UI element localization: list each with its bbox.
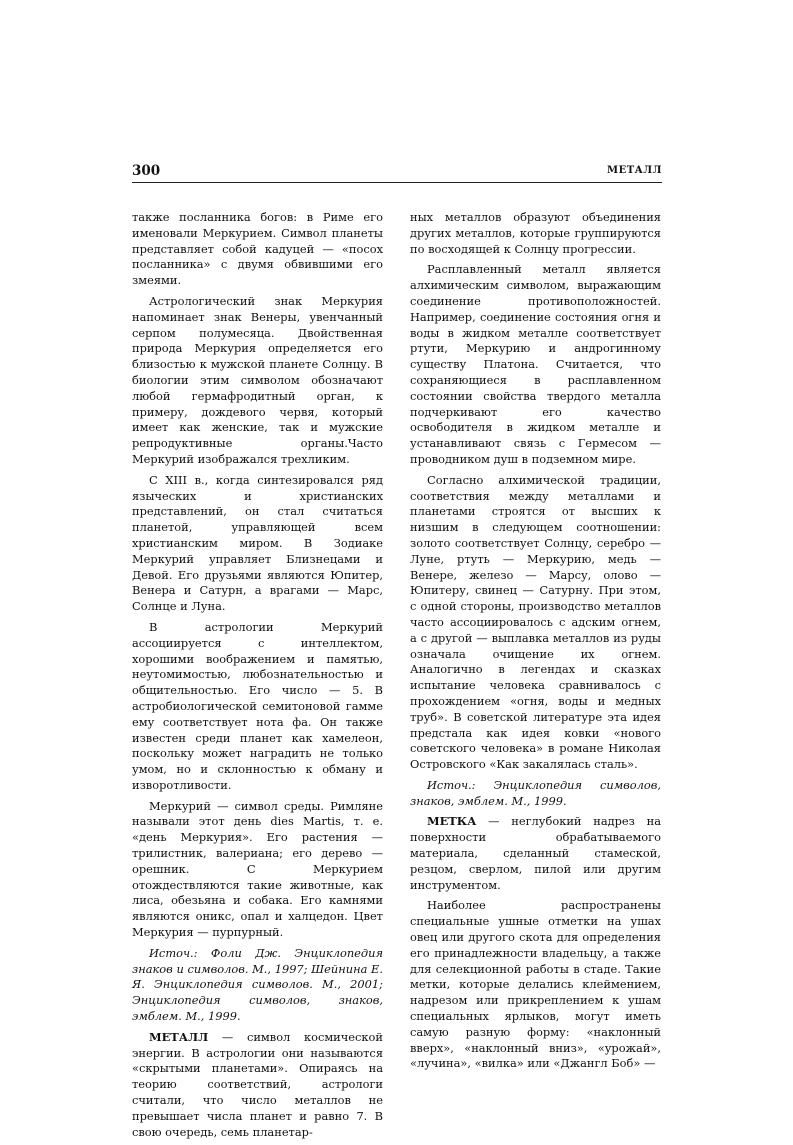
entry-term: МЕТАЛЛ (149, 1029, 209, 1044)
page-number: 300 (132, 163, 161, 179)
paragraph: Астрологический знак Меркурия напоминает знак Венеры, увенчанный серпом полумесяца. Двойственная природа Меркурия определяется его близостью к мужской планете Солнцу. В биологии этим символом обозначают любой гермафродитный орган, к примеру, дождевого червя, который имеет как женские, так и мужские репродуктивные органы.Часто Меркурий изображался трехликим. (132, 293, 383, 466)
source-citation: Источ.: Фоли Дж. Энциклопедия знаков и символов. М., 1997; Шейнина Е. Я. Энциклопедия символов. М., 2001; Энциклопедия символов, знаков, эмблем. М., 1999. (132, 945, 383, 1024)
entry-metal (132, 1030, 383, 1141)
entry-metka (410, 814, 661, 893)
right-column (410, 210, 661, 1077)
running-title: МЕТАЛЛ (607, 165, 662, 176)
paragraph: Расплавленный металл является алхимическим символом, выражающим соединение противоположностей. Например, соединение состояния огня и воды в жидком металле соответствует ртути, Меркурию и андрогинному существу Платона. Считается, что сохраняющиеся в расплавленном состоянии свойства твердого металла подчеркивают его качество освободителя в жидком металле и устанавливают связь с Гермесом — проводником душ в подземном мире. (410, 262, 661, 466)
entry-text: — неглубокий надрез на поверхности обрабатываемого материала, сделанный стамеской, резцом, сверлом, пилой или другим инструментом. (410, 814, 661, 892)
paragraph: ных металлов образуют объединения других металлов, которые группируются по восходящей к Солнцу прогрессии. (410, 210, 661, 256)
paragraph: также посланника богов: в Риме его именовали Меркурием. Символ планеты представляет собой кадуцей — «посох посланника» с двумя обвившими его змеями. (132, 210, 383, 288)
header-rule (132, 182, 662, 183)
entry-term: МЕТКА (427, 814, 477, 829)
source-citation: Источ.: Энциклопедия символов, знаков, эмблем. М., 1999. (410, 777, 661, 808)
left-column (132, 210, 383, 1145)
paragraph: В астрологии Меркурий ассоциируется с интеллектом, хорошими воображением и памятью, неутомимостью, любознательностью и общительностью. Его число — 5. В астробиологической семитоновой гамме ему соответствует нота фа. Он также известен среди планет как хамелеон, поскольку может наградить не только умом, но и склонностью к обману и изворотливости. (132, 619, 383, 792)
page-header (132, 163, 662, 183)
paragraph: Согласно алхимической традиции, соответствия между металлами и планетами строятся от высших к низшим в следующем соотношении: золото соответствует Солнцу, серебро — Луне, ртуть — Меркурию, медь — Венере, железо — Марсу, олово — Юпитеру, свинец — Сатурну. При этом, с одной стороны, производство металлов часто ассоциировалось с адским огнем, а с другой — выплавка металлов из руды означала очищение их огнем. Аналогично в легендах и сказках испытание человека сравнивалось с прохождением «огня, воды и медных труб». В советской литературе эта идея предстала как идея ковки «нового советского человека» в романе Николая Островского «Как закалялась сталь». (410, 472, 661, 772)
paragraph: Наиболее распространены специальные ушные отметки на ушах овец или другого скота для определения его принадлежности владельцу, а также для селекционной работы в стаде. Такие метки, которые делались клеймением, надрезом или прикреплением к ушам специальных ярлыков, могут иметь самую разную форму: «наклонный вверх», «наклонный вниз», «урожай», «лучина», «вилка» или «Джангл Боб» — (410, 898, 661, 1071)
paragraph: С XIII в., когда синтезировался ряд языческих и христианских представлений, он стал считаться планетой, управляющей всем христианским миром. В Зодиаке Меркурий управляет Близнецами и Девой. Его друзьями являются Юпитер, Венера и Сатурн, а врагами — Марс, Солнце и Луна. (132, 472, 383, 614)
entry-text: — символ космической энергии. В астрологии они называются «скрытыми планетами». Опираясь на теорию соответствий, астрологи считали, что число металлов не превышает числа планет и равно 7. В свою очередь, семь планетар- (132, 1029, 383, 1139)
paragraph: Меркурий — символ среды. Римляне называли этот день dies Martis, т. е. «день Меркурия». Его растения — трилистник, валериана; его дерево — орешник. С Меркурием отождествляются такие животные, как лиса, обезьяна и собака. Его камнями являются оникс, опал и халцедон. Цвет Меркурия — пурпурный. (132, 798, 383, 940)
